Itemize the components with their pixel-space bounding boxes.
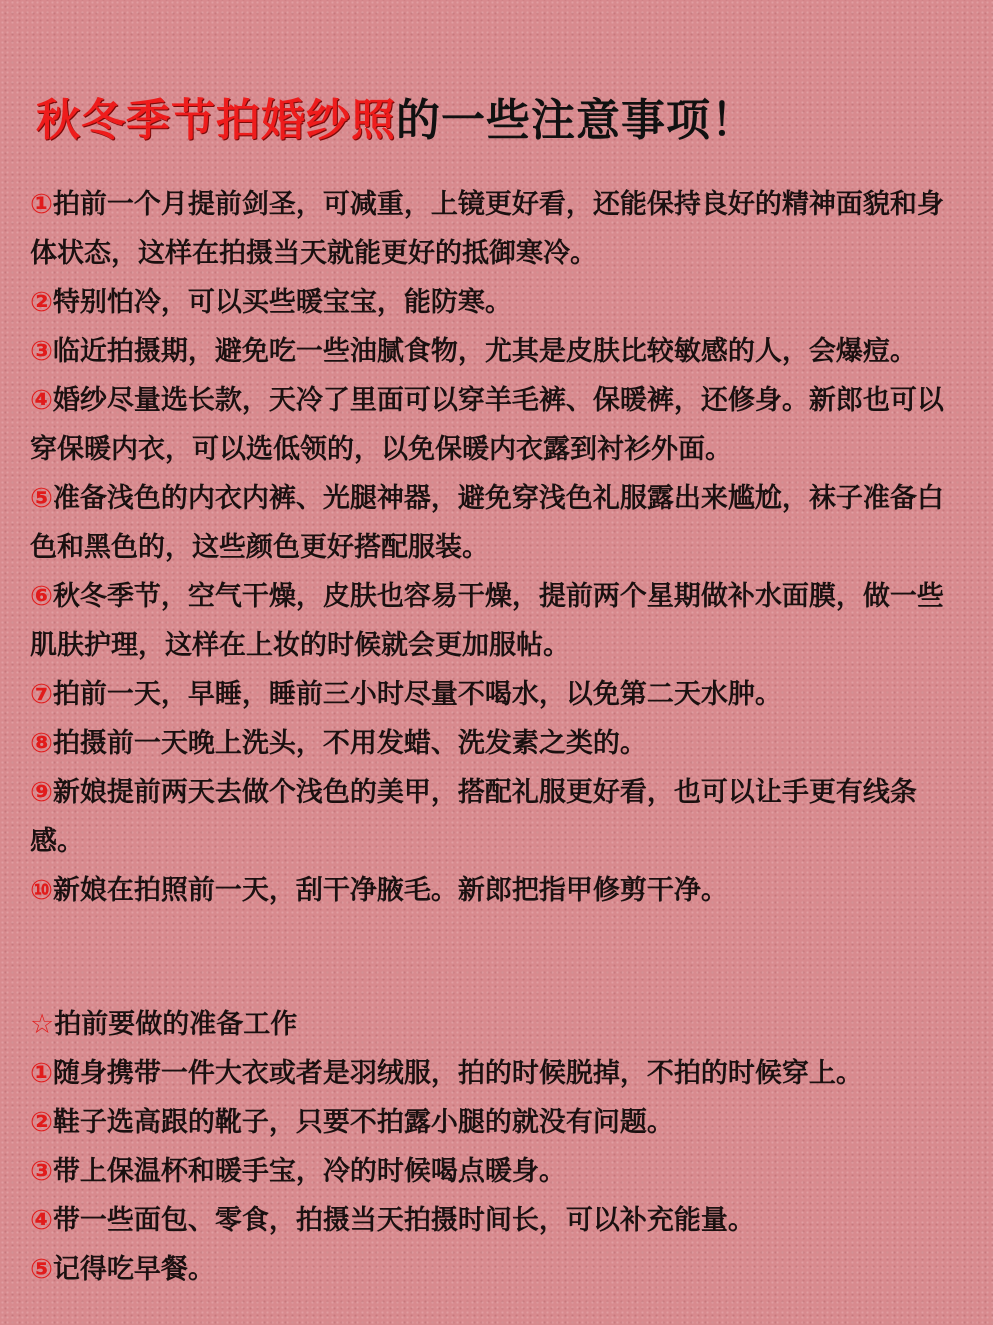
- list-item: [30, 1049, 960, 1098]
- list-item: [30, 768, 960, 866]
- prep-title-text: 拍前要做的准备工作: [54, 1009, 298, 1040]
- item-text: 带上保温杯和暖手宝，冷的时候喝点暖身。: [52, 1156, 566, 1187]
- item-text: 临近拍摄期，避免吃一些油腻食物，尤其是皮肤比较敏感的人，会爆痘。: [52, 336, 917, 367]
- list-item: [30, 180, 960, 278]
- item-text: 准备浅色的内衣内裤、光腿神器，避免穿浅色礼服露出来尴尬，袜子准备白色和黑色的，这些颜色更好搭配服装。: [30, 483, 944, 563]
- item-number: ⑤: [30, 483, 53, 514]
- item-text: 拍前一个月提前剑圣，可减重，上镜更好看，还能保持良好的精神面貌和身体状态，这样在拍摄当天就能更好的抵御寒冷。: [30, 189, 944, 269]
- list-item: [30, 1245, 960, 1294]
- list-item: [30, 376, 960, 474]
- list-item: [30, 572, 960, 670]
- list-item: [30, 1098, 960, 1147]
- item-number: ⑤: [30, 1254, 53, 1285]
- item-number: ②: [30, 287, 53, 318]
- item-number: ③: [30, 1156, 53, 1187]
- item-number: ⑦: [30, 679, 53, 710]
- list-item: [30, 866, 960, 915]
- item-text: 新娘在拍照前一天，刮干净腋毛。新郎把指甲修剪干净。: [52, 875, 728, 906]
- item-number: ⑨: [30, 777, 53, 808]
- page-title: [36, 84, 756, 148]
- item-text: 秋冬季节，空气干燥，皮肤也容易干燥，提前两个星期做补水面膜，做一些肌肤护理，这样在上妆的时候就会更加服帖。: [30, 581, 944, 661]
- list-item: [30, 1196, 960, 1245]
- item-number: ④: [30, 385, 53, 416]
- item-number: ②: [30, 1107, 53, 1138]
- title-rest: 的一些注意事项！: [396, 95, 756, 146]
- list-item: [30, 327, 960, 376]
- item-text: 随身携带一件大衣或者是羽绒服，拍的时候脱掉，不拍的时候穿上。: [52, 1058, 863, 1089]
- list-item: [30, 1147, 960, 1196]
- item-number: ③: [30, 336, 53, 367]
- item-text: 特别怕冷，可以买些暖宝宝，能防寒。: [52, 287, 512, 318]
- item-text: 拍摄前一天晚上洗头，不用发蜡、洗发素之类的。: [52, 728, 647, 759]
- item-number: ⑥: [30, 581, 53, 612]
- list-item: [30, 670, 960, 719]
- list-item: [30, 474, 960, 572]
- item-text: 婚纱尽量选长款，天冷了里面可以穿羊毛裤、保暖裤，还修身。新郎也可以穿保暖内衣，可以选低领的，以免保暖内衣露到衬衫外面。: [30, 385, 944, 465]
- item-number: ⑧: [30, 728, 53, 759]
- title-highlight: 秋冬季节拍婚纱照: [36, 95, 396, 146]
- item-number: ⑩: [30, 875, 53, 906]
- item-text: 鞋子选高跟的靴子，只要不拍露小腿的就没有问题。: [52, 1107, 674, 1138]
- star-icon: ☆: [30, 1009, 55, 1040]
- tips-list: [30, 180, 960, 915]
- list-item: [30, 278, 960, 327]
- prep-section: [30, 1000, 960, 1294]
- item-number: ④: [30, 1205, 53, 1236]
- item-text: 带一些面包、零食，拍摄当天拍摄时间长，可以补充能量。: [52, 1205, 755, 1236]
- item-text: 拍前一天，早睡，睡前三小时尽量不喝水，以免第二天水肿。: [52, 679, 782, 710]
- item-text: 新娘提前两天去做个浅色的美甲，搭配礼服更好看，也可以让手更有线条感。: [30, 777, 917, 857]
- list-item: [30, 719, 960, 768]
- item-text: 记得吃早餐。: [52, 1254, 215, 1285]
- prep-title: [30, 1000, 960, 1049]
- item-number: ①: [30, 189, 53, 220]
- item-number: ①: [30, 1058, 53, 1089]
